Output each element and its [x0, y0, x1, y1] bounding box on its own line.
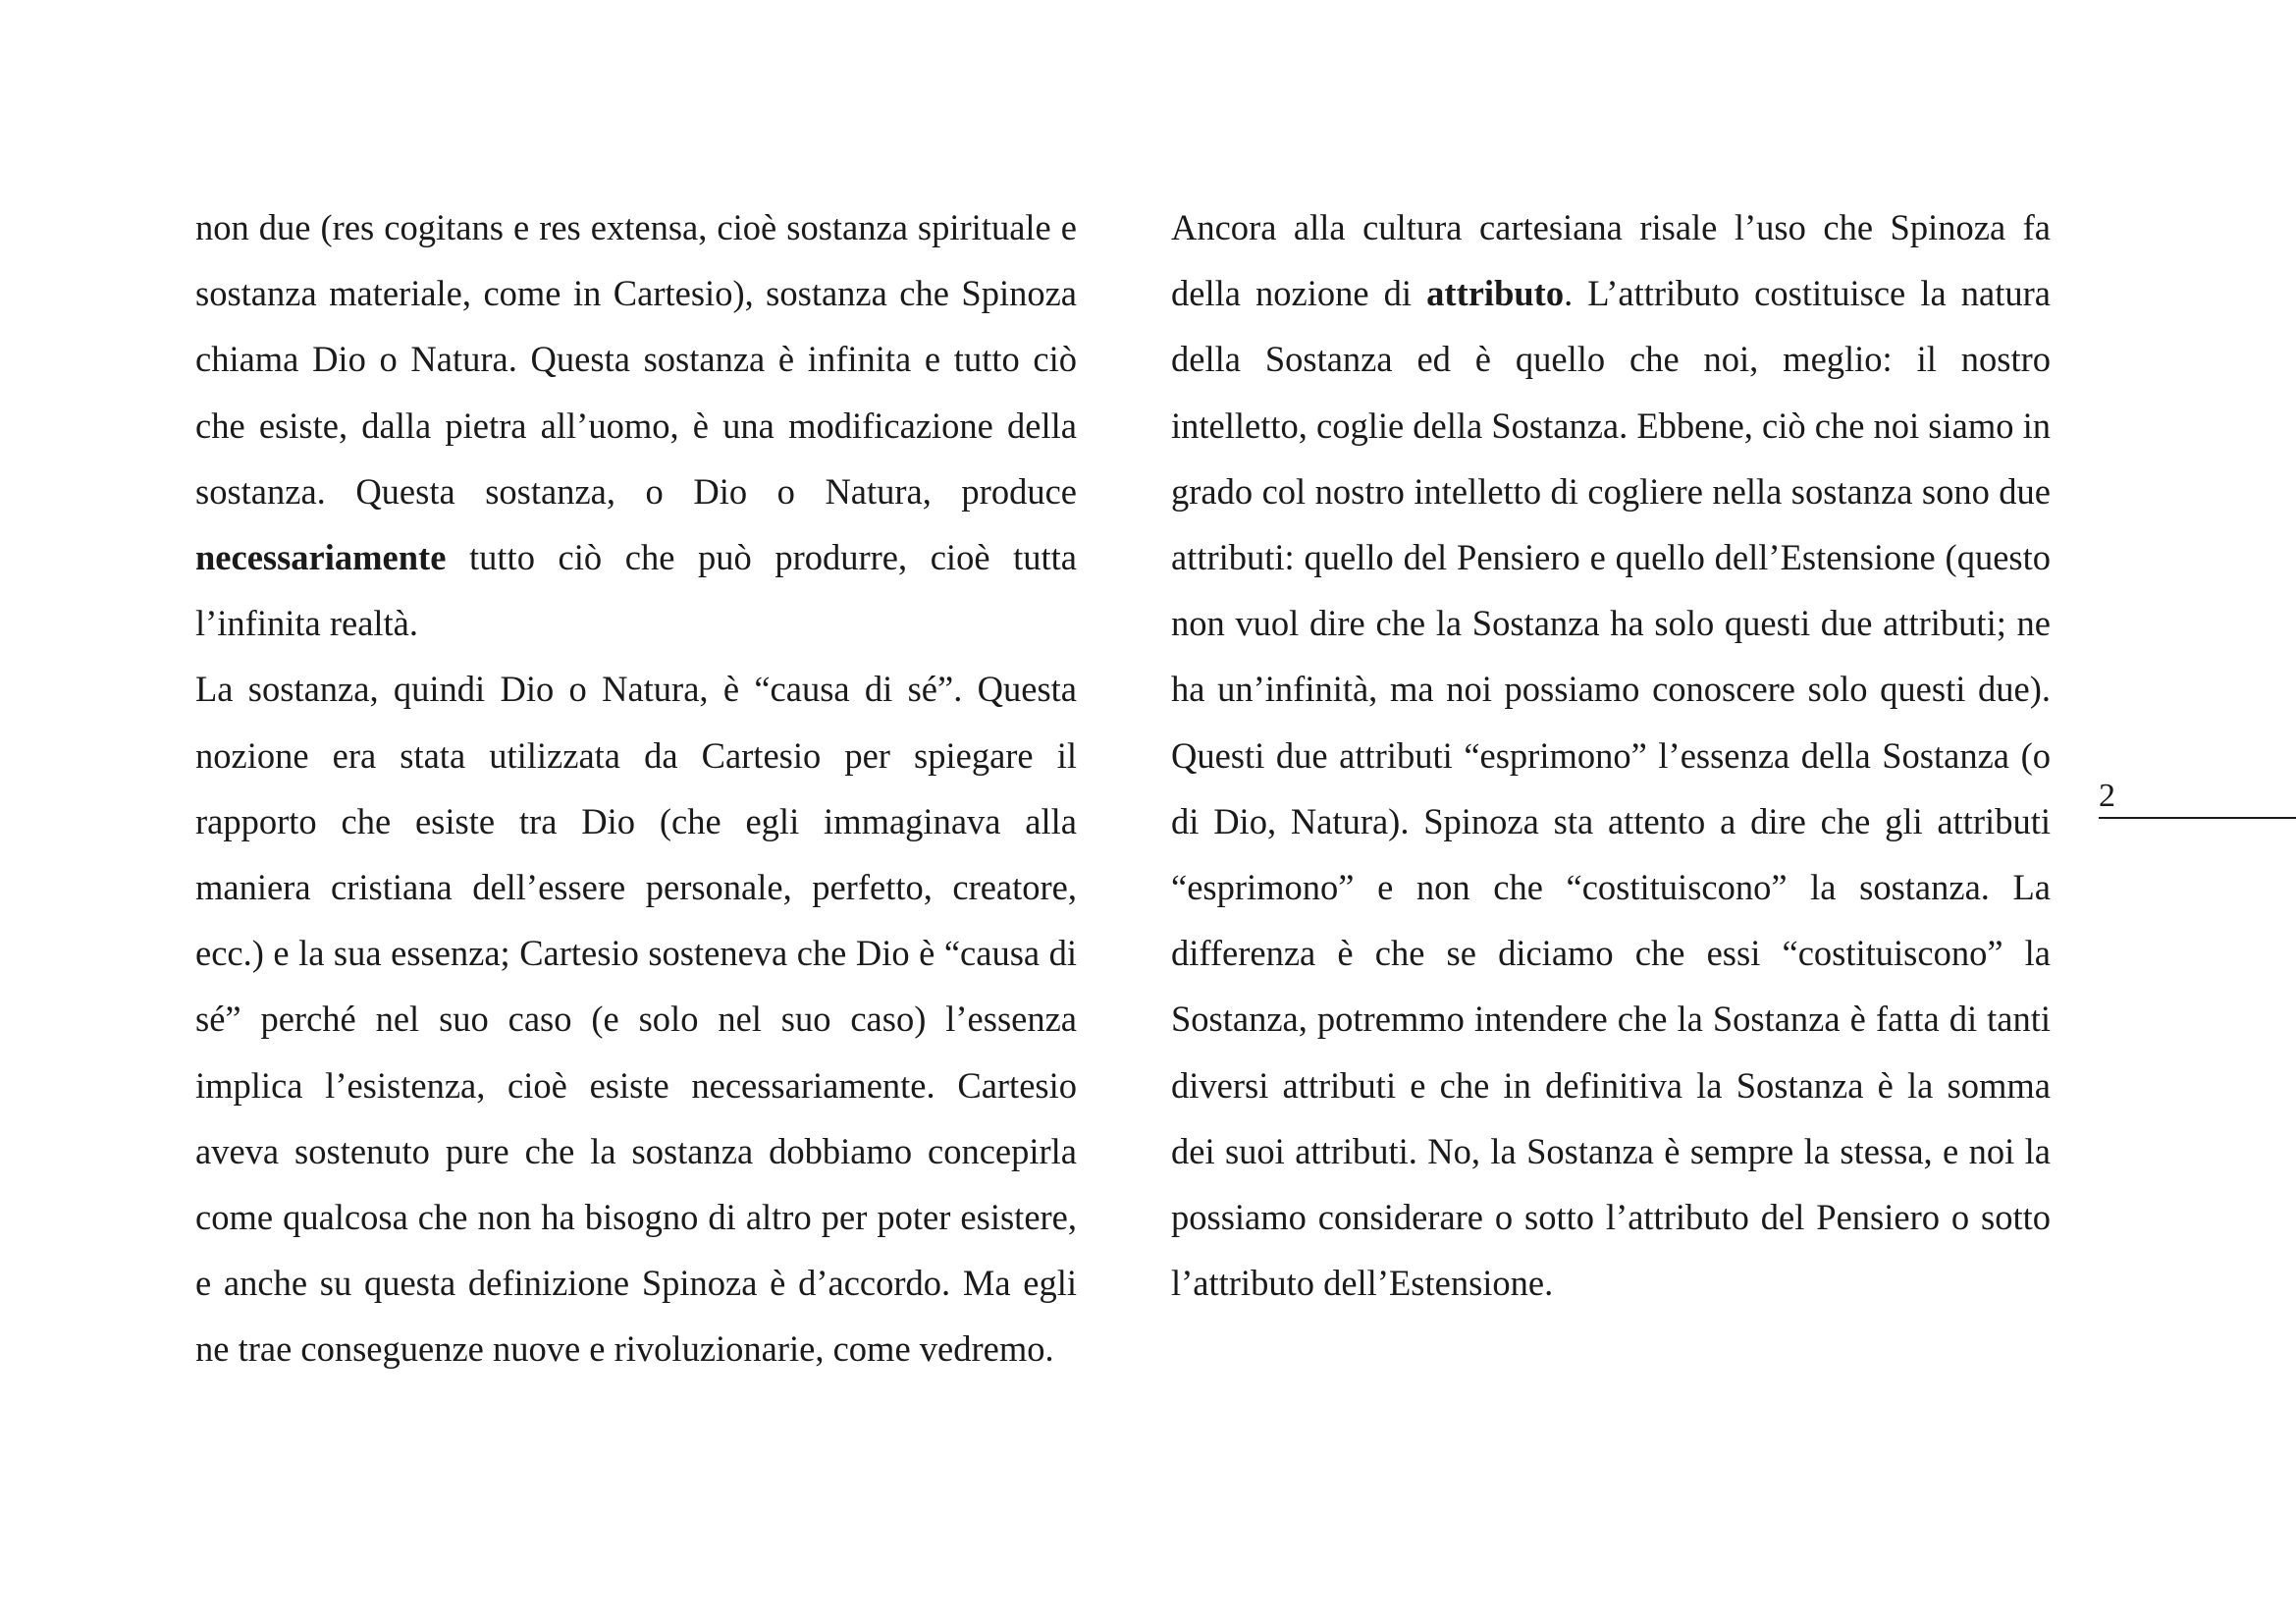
page-number: 2 — [2099, 778, 2115, 814]
page-number-rule — [2099, 817, 2296, 819]
paragraph-text: tutto ciò che può produrre, cioè tutta l’infinita realtà. — [195, 537, 1077, 644]
paragraph — [1171, 194, 2051, 1316]
left-text-column — [195, 194, 1077, 1382]
bold-term: attributo — [1426, 273, 1565, 314]
paragraph-text: Ancora alla cultura cartesiana risale l’uso che Spinoza fa della nozione di — [1171, 207, 2051, 314]
right-text-column — [1171, 194, 2051, 1316]
paragraph: La sostanza, quindi Dio o Natura, è “causa di sé”. Questa nozione era stata utilizzata da Cartesio per spiegare il rapporto che esiste tra Dio (che egli immaginava alla maniera cristiana dell’essere personale, perfetto, creatore, ecc.) e la sua essenza; Cartesio sosteneva che Dio è “causa di sé” perché nel suo caso (e solo nel suo caso) l’essenza implica l’esistenza, cioè esiste necessariamente. Cartesio aveva sostenuto pure che la sostanza dobbiamo concepirla come qualcosa che non ha bisogno di altro per poter esistere, e anche su questa definizione Spinoza è d’accordo. Ma egli ne trae conseguenze nuove e rivoluzionarie, come vedremo. — [195, 669, 1077, 1370]
paragraph — [195, 194, 1077, 656]
paragraph-text: . L’attributo costituisce la natura della Sostanza ed è quello che noi, meglio: il nostro intelletto, coglie della Sostanza. Ebbene, ciò che noi siamo in grado col nostro intelletto di cogliere nella sostanza sono due attributi: quello del Pensiero e quello dell’Estensione (questo non vuol dire che la Sostanza ha solo questi due attributi; ne ha un’infinità, ma noi possiamo conoscere solo questi due). Questi due attributi “esprimono” l’essenza della Sostanza (o di Dio, Natura). Spinoza sta attento a dire che gli attributi “esprimono” e non che “costituiscono” la sostanza. La differenza è che se diciamo che essi “costituiscono” la Sostanza, potremmo intendere che la Sostanza è fatta di tanti diversi attributi e che in definitiva la Sostanza è la somma dei suoi attributi. No, la Sostanza è sempre la stessa, e noi la possiamo considerare o sotto l’attributo del Pensiero o sotto l’attributo dell’Estensione. — [1171, 273, 2052, 1304]
bold-term: necessariamente — [195, 537, 447, 578]
paragraph-text: non due (res cogitans e res extensa, cioè sostanza spirituale e sostanza materiale, come in Cartesio), sostanza che Spinoza chiama Dio o Natura. Questa sostanza è infinita e tutto ciò che esiste, dalla pietra all’uomo, è una modificazione della sostanza. Questa sostanza, o Dio o Natura, produce — [195, 207, 1077, 512]
